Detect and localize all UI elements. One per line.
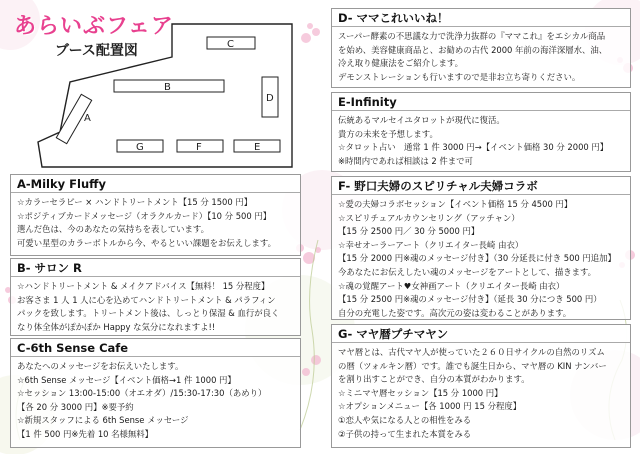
section-f-line: 【15 分 2500 円※魂のメッセージ付き】（延長 30 分につき 500 円） [338,294,602,305]
booth-e-label: E [254,142,261,153]
section-f-heading: F- 野口夫婦のスピリチャル夫婦コラボ [332,177,630,195]
section-f-line: ☆魂の覚醒アート♥女神画アート（クリエイター長崎 由衣） [338,280,565,291]
section-b-line: なり体全体がぽかぽか Happy な気分になれますよ!! [17,321,216,332]
section-d-line: デモンストレーションも行いますので是非お立ち寄りください。 [338,71,581,82]
section-f-line: 【15 分 2500 円／ 30 分 5000 円】 [338,226,480,237]
page-title: あらいぶフェア [14,14,174,39]
section-b-line: お客さま 1 人 1 人に心を込めてハンドトリートメント & パラフィン [17,294,276,305]
page-subtitle: ブース配置図 [55,43,138,59]
section-a-line: ☆ポジティブカードメッセージ（オラクルカード）【10 分 500 円】 [17,210,272,221]
section-a-line: 選んだ色は、今のあなたの気持ちを表しています。 [17,224,209,235]
section-e-line: ※時間内であれば相談は 2 件まで可 [338,155,473,166]
section-g-line: を割り出すことができ、自分の本質がわかります。 [338,374,530,385]
section-a-line: 可愛い星型のカラーボトルから今、やるといい課題をお伝えします。 [17,237,276,248]
section-g-line: ☆オプションメニュー【各 1000 円 15 分程度】 [338,401,522,412]
section-e-heading: E-Infinity [332,93,630,111]
section-g [331,324,631,448]
section-f-line: ☆スピリチュアルカウンセリング（アッチャン） [338,212,520,223]
section-d-line: 冷え取り健康法をご紹介します。 [338,58,463,69]
section-g-line: マヤ暦とは、古代マヤ人が使っていた２６０日サイクルの自然のリズム [338,347,605,357]
section-b-line: ☆ハンドトリートメント & メイクアドバイス【無料！ 15 分程度】 [17,281,270,291]
section-c-line: 【各 20 分 3000 円】※要予約 [17,401,134,412]
section-f-line: 今あなたにお伝えしたい魂のメッセージをアートとして、描きます。 [338,266,597,277]
section-c-line: 【1 件 500 円※先着 10 名様無料】 [17,428,154,439]
section-g-line: ②子供の持って生まれた本質をみる [338,428,472,439]
section-f [331,176,631,320]
section-c-line: ☆新規スタッフによる 6th Sense メッセージ [17,415,189,426]
section-c-line: あなたへのメッセージをお伝えいたします。 [17,361,184,371]
section-c [10,338,301,448]
booth-f-label: F [196,142,202,153]
section-f-line: 自分の充電した姿です。高次元の姿は変わることがあります。 [338,307,572,318]
section-g-line: の暦（ツォルキン暦）です。誰でも誕生日から、マヤ暦の KIN ナンバー [338,360,607,371]
section-a-line: ☆カラーセラピー × ハンドトリートメント【15 分 1500 円】 [17,197,253,207]
booth-g-label: G [136,142,144,153]
section-b-heading: B- サロン R [11,259,300,277]
booth-b-label: B [164,82,171,93]
section-f-line: ☆愛の夫婦コラボセッション【イベント価格 15 分 4500 円】 [338,199,573,209]
section-d-line: スーパー酵素の不思議な力で洗浄力抜群の『ママこれ』をエシカル商品 [338,31,606,41]
section-d-line: を始め、美容健康商品と、お勧めの古代 2000 年前の海洋深層水、油、 [338,44,608,55]
section-e-line: 伝統あるマルセイユタロットが現代に復活。 [338,115,505,125]
section-d-heading: D- ママこれいいね！ [332,9,630,27]
section-e [331,92,631,172]
section-a-heading: A-Milky Fluffy [11,175,300,193]
section-d [331,8,631,88]
booth-a-label: A [84,113,91,124]
section-f-line: 【15 分 2000 円※魂のメッセージ付き】（30 分延長に付き 500 円追加】 [338,253,616,264]
section-a [10,174,301,256]
section-b [10,258,301,336]
section-e-line: 貴方の未来を予想します。 [338,128,438,139]
section-g-heading: G- マヤ暦プチマヤン [332,325,630,343]
section-c-heading: C-6th Sense Cafe [11,339,300,357]
booth-map [22,22,300,172]
section-f-line: ☆幸せオーラーアート（クリエイター長崎 由衣） [338,239,524,250]
section-c-line: ☆6th Sense メッセージ【イベント価格→1 件 1000 円】 [17,374,236,385]
section-b-line: パックを致します。トリートメント後は、しっとり保湿 & 血行が良く [17,308,280,319]
section-g-line: ☆ミニマヤ暦セッション【15 分 1000 円】 [338,387,503,398]
booth-c-label: C [227,39,234,50]
section-e-line: ☆タロット占い 通常 1 件 3000 円→【イベント価格 30 分 2000 円】 [338,142,609,153]
booth-d-label: D [266,93,274,104]
section-g-line: ①恋人や気になる人との相性をみる [338,414,472,425]
section-c-line: ☆セッション 13:00-15:00（オエオダ）/15:30-17:30（あめり） [17,388,267,399]
